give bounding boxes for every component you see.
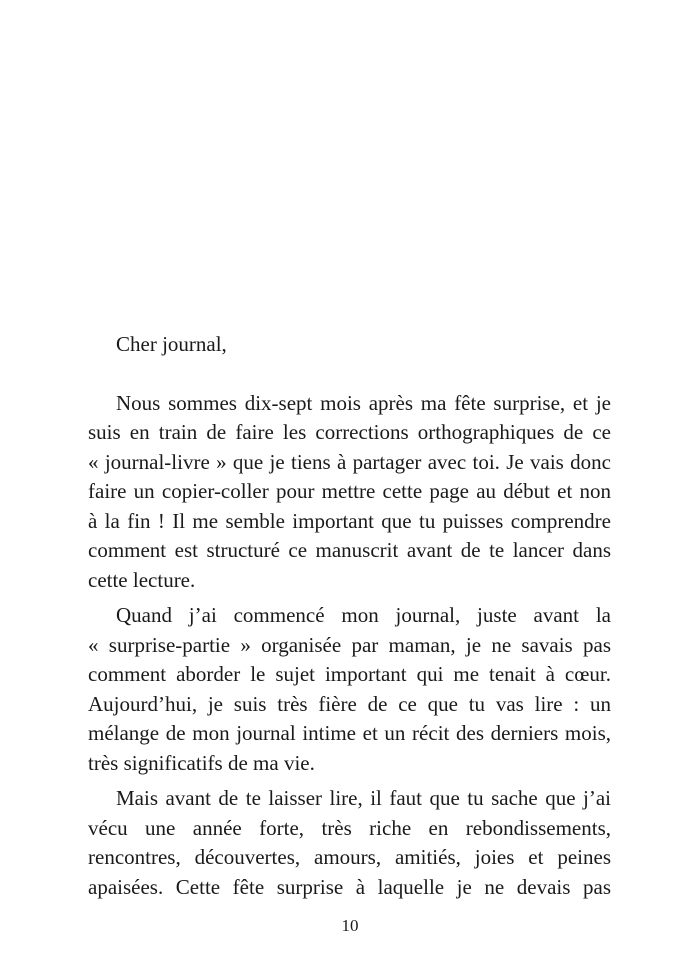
text-line: mélange de mon journal intime et un récit des derniers mois, <box>88 721 611 745</box>
page-number: 10 <box>341 916 359 935</box>
text-line: « surprise-partie » organisée par maman, je ne savais pas <box>88 632 611 657</box>
paragraph-3 <box>88 784 611 902</box>
text-line: rencontres, découvertes, amours, amitiés, joies et peines <box>88 845 611 869</box>
text-line: suis en train de faire les corrections orthographiques de ce <box>88 420 611 444</box>
text-line: Nous sommes dix-sept mois après ma fête surprise, et je <box>116 390 611 415</box>
text-line: vécu une année forte, très riche en rebondissements, <box>88 815 611 840</box>
text-line: cette lecture. <box>88 567 196 592</box>
text-line: Mais avant de te laisser lire, il faut que tu sache que j’ai <box>116 786 611 810</box>
text-line: apaisées. Cette fête surprise à laquelle je ne devais pas <box>88 874 611 899</box>
text-line: comment est structuré ce manuscrit avant de te lancer dans <box>88 538 611 562</box>
salutation: Cher journal, <box>116 332 227 356</box>
text-line: comment aborder le sujet important qui me tenait à cœur. <box>88 662 611 686</box>
text-line: très significatifs de ma vie. <box>88 750 315 775</box>
text-line: Aujourd’hui, je suis très fière de ce que tu vas lire : un <box>88 691 611 716</box>
text-line: à la fin ! Il me semble important que tu puisses comprendre <box>88 508 611 533</box>
text-line: faire un copier-coller pour mettre cette page au début et non <box>88 479 611 503</box>
text-line: « journal-livre » que je tiens à partager avec toi. Je vais donc <box>88 449 611 474</box>
paragraph-2 <box>88 601 611 778</box>
paragraph-1 <box>88 389 611 596</box>
text-line: Quand j’ai commencé mon journal, juste avant la <box>116 603 611 627</box>
body-text <box>88 330 611 908</box>
